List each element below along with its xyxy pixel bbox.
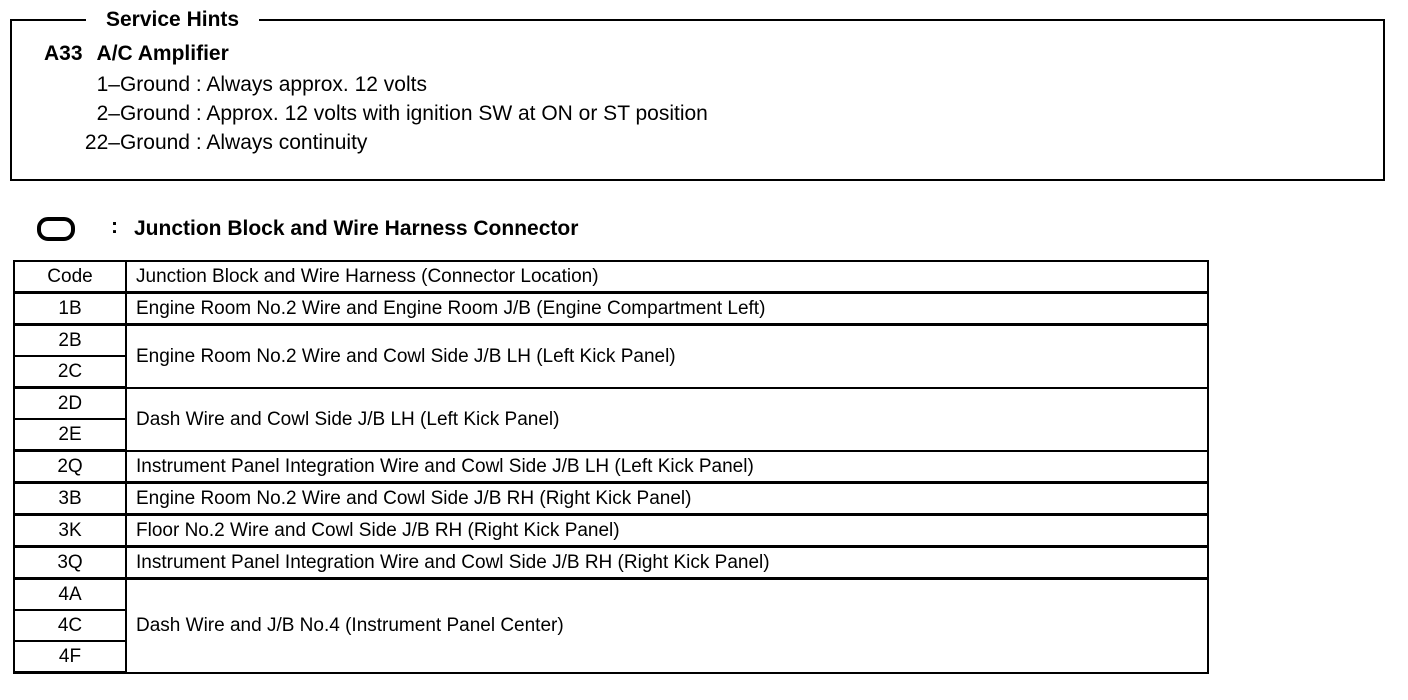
hint-pin: 22–Ground	[84, 131, 190, 154]
connector-code: 3K	[14, 515, 126, 547]
table-row	[14, 515, 1208, 547]
connector-location: Engine Room No.2 Wire and Engine Room J/B (Engine Compartment Left)	[126, 293, 1208, 325]
hint-line: 22–Ground : Always continuity	[0, 130, 367, 156]
table-header-row	[14, 261, 1208, 293]
connector-location: Engine Room No.2 Wire and Cowl Side J/B LH (Left Kick Panel)	[126, 325, 1208, 388]
connector-code: 4A	[14, 579, 126, 611]
connector-location: Instrument Panel Integration Wire and Cowl Side J/B RH (Right Kick Panel)	[126, 547, 1208, 579]
header-location: Junction Block and Wire Harness (Connector Location)	[126, 261, 1208, 293]
junction-block-symbol-icon	[37, 217, 75, 241]
connector-location: Engine Room No.2 Wire and Cowl Side J/B RH (Right Kick Panel)	[126, 483, 1208, 515]
connector-code: 2D	[14, 388, 126, 420]
junction-block-title: Junction Block and Wire Harness Connector	[134, 217, 579, 240]
hint-pin: 1–Ground	[96, 73, 190, 96]
table-row	[14, 579, 1208, 611]
hint-pin: 2–Ground	[96, 102, 190, 125]
table-row	[14, 451, 1208, 483]
connector-location: Dash Wire and J/B No.4 (Instrument Panel Center)	[126, 579, 1208, 673]
table-row	[14, 547, 1208, 579]
connector-code: 2B	[14, 325, 126, 357]
connector-code: 2C	[14, 356, 126, 388]
connector-code: 3Q	[14, 547, 126, 579]
connector-code: 2E	[14, 419, 126, 451]
hint-text: Approx. 12 volts with ignition SW at ON or ST position	[206, 102, 708, 125]
table-row	[14, 483, 1208, 515]
table-row	[14, 293, 1208, 325]
header-code: Code	[14, 261, 126, 293]
table-row	[14, 325, 1208, 357]
component-heading	[44, 41, 229, 67]
hint-line: 1–Ground : Always approx. 12 volts	[0, 72, 427, 98]
junction-block-colon: :	[111, 215, 118, 238]
connector-table	[13, 260, 1209, 674]
connector-code: 1B	[14, 293, 126, 325]
hint-line: 2–Ground : Approx. 12 volts with ignition SW at ON or ST position	[0, 101, 708, 127]
hint-text: Always continuity	[206, 131, 368, 154]
connector-code: 3B	[14, 483, 126, 515]
table-row	[14, 388, 1208, 420]
connector-location: Dash Wire and Cowl Side J/B LH (Left Kick Panel)	[126, 388, 1208, 451]
hint-text: Always approx. 12 volts	[206, 73, 427, 96]
connector-location: Floor No.2 Wire and Cowl Side J/B RH (Right Kick Panel)	[126, 515, 1208, 547]
connector-code: 4F	[14, 641, 126, 673]
connector-code: 2Q	[14, 451, 126, 483]
connector-code: 4C	[14, 610, 126, 641]
component-code: A33	[44, 42, 83, 65]
component-name: A/C Amplifier	[96, 42, 229, 65]
service-hints-title: Service Hints	[86, 7, 259, 33]
connector-location: Instrument Panel Integration Wire and Cowl Side J/B LH (Left Kick Panel)	[126, 451, 1208, 483]
